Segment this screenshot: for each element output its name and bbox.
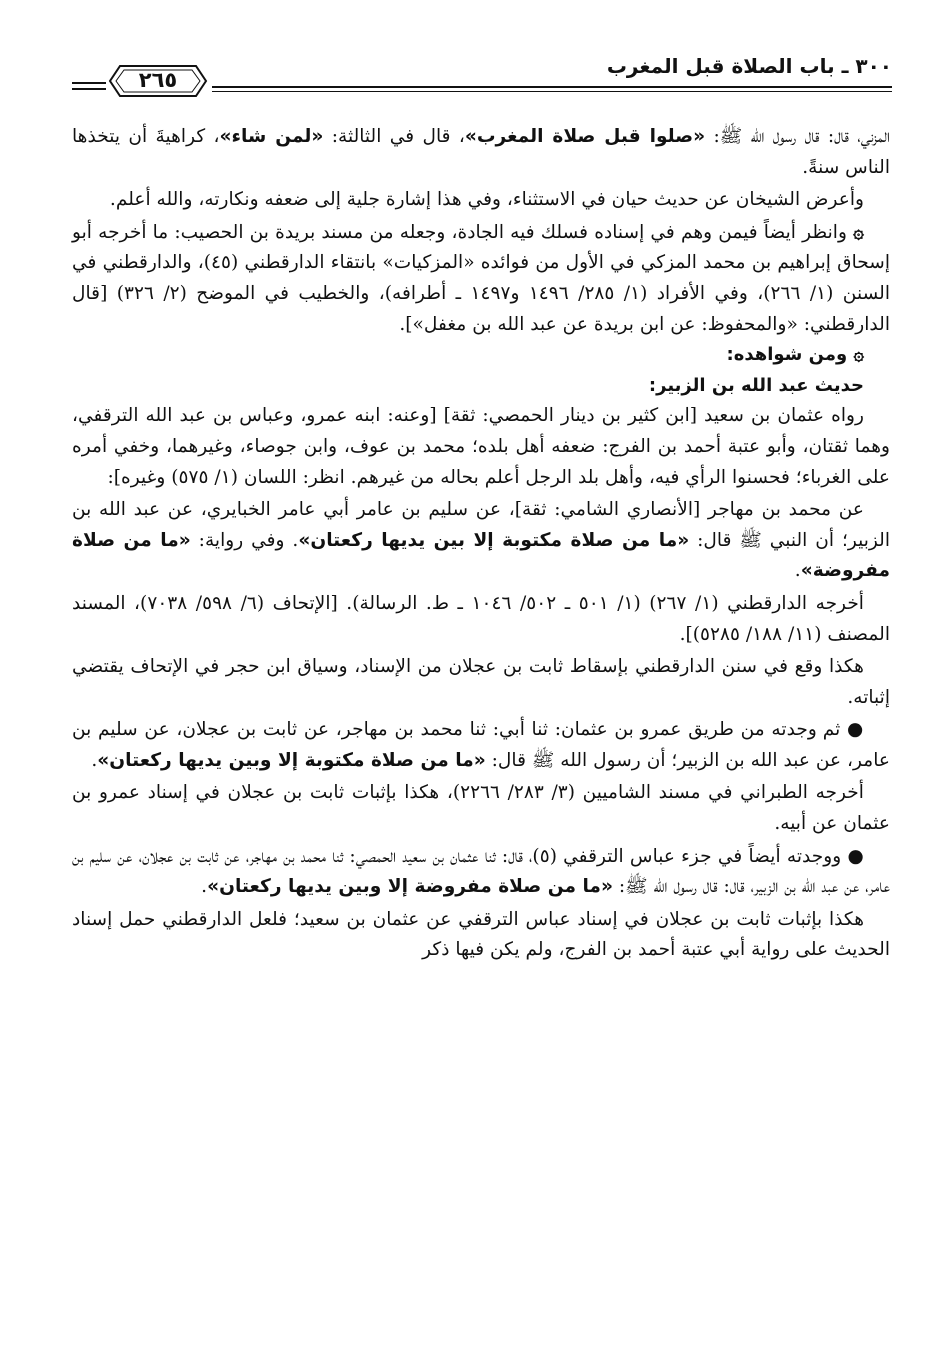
text: . — [201, 876, 208, 898]
hadith-quote: «ما من صلاة مفروضة إلا وبين يديها ركعتان» — [207, 876, 613, 898]
hadith-quote: «ما من صلاة مكتوبة إلا وبين يديها ركعتان» — [97, 749, 486, 771]
paragraph-11: هكذا بإثبات ثابت بن عجلان في إسناد عباس الترقفي عن عثمان بن سعيد؛ فلعل الدارقطني حمل إسناد الحديث على رواية أبي عتبة أحمد بن الفرج، ولم يكن فيها ذكر — [72, 908, 890, 961]
heading-shawahid — [72, 340, 890, 371]
paragraph-2: وأعرض الشيخان عن حديث حيان في الاستثناء، وفي هذا إشارة جلية إلى ضعفه ونكارته، والله أعلم. — [109, 189, 864, 211]
paragraph-10 — [72, 842, 890, 903]
paragraph-3 — [72, 218, 890, 340]
paragraph-7: هكذا وقع في سنن الدارقطني بإسقاط ثابت بن عجلان من الإسناد، وسياق ابن حجر في الإتحاف يقتضي إثباته. — [72, 656, 890, 708]
paragraph-6: أخرجه الدارقطني (١/ ٢٦٧) (١/ ٥٠١ ـ ٥٠٢/ ١٠٤٦ ـ ط. الرسالة). [الإتحاف (٦/ ٥٩٨/ ٧٠٣٨)، المسند المصنف (١١/ ١٨٨/ ٥٢٨٥)]. — [72, 592, 890, 645]
bullet-icon: ● — [847, 845, 864, 867]
text: . — [91, 749, 98, 771]
section-mark-icon: ۞ — [853, 344, 864, 366]
paragraph-4: رواه عثمان بن سعيد [ابن كثير بن دينار الحمصي: ثقة] [وعنه: ابنه عمرو، وعباس بن عبد الله الترقفي، وهما ثقتان، وأبو عتبة أحمد بن الفرج: ضعفه أهل بلده؛ محمد بن عوف، وابن جوصاء، وغيرهما، وخفي أمره على الغرباء؛ فحسنوا الرأي فيه، وأهل بلد الرجل أعلم بحاله من غيرهم. انظر: اللسان (١/ ٥٧٥) وغيره]: — [72, 405, 890, 488]
paragraph-9: أخرجه الطبراني في مسند الشاميين (٣/ ٢٨٣/ ٢٢٦٦)، هكذا بإثبات ثابت بن عجلان في إسناد عمرو بن عثمان عن أبيه. — [72, 782, 890, 835]
text: ، كراهيةَ أن يتخذها الناس سنةً. — [72, 126, 890, 178]
hadith-quote: «صلوا قبل صلاة المغرب» — [464, 126, 706, 147]
heading-text: ومن شواهده: — [726, 344, 848, 366]
header-rule-left — [72, 82, 106, 84]
header-rule-right-thin — [212, 91, 892, 92]
heading-hadith: حديث عبد الله بن الزبير: — [648, 374, 864, 396]
chapter-title: ٣٠٠ ـ باب الصلاة قبل المغرب — [606, 54, 892, 78]
text: وانظر أيضاً فيمن وهم في إسناده فسلك فيه الجادة، وجعله من مسند بريدة بن الحصيب: ما أخرجه أبو إسحاق إبراهيم بن محمد المزكي في الأول من فوائده «المزكيات» بانتقاء الدارقطني (٤٥)، والدارقطني في السنن (١/ ٢٦٦)، وفي الأفراد (١/ ٢٨٥/ ١٤٩٦ و١٤٩٧ ـ أطرافه)، والخطيب في الموضح (٢/ ٣٢٦) [قال الدارقطني: «والمحفوظ: عن ابن بريدة عن عبد الله بن مغفل»]. — [72, 221, 890, 335]
text: . وفي رواية: — [190, 529, 299, 551]
text: عن محمد بن مهاجر [الأنصاري الشامي: ثقة]، عن سليم بن عامر أبي عامر الخبايري، عن عبد الله بن الزبير؛ أن النبي ﷺ قال: — [72, 499, 890, 551]
text: . — [794, 560, 801, 582]
text: ووجدته أيضاً في جزء عباس الترقفي (٥)، قال: ثنا عثمان بن سعيد الحمصي: ثنا محمد بن مهاجر، عن ثابت بن عجلان، عن سليم بن عامر، عن عبد الله بن الزبير، قال: قال رسول الله ﷺ: — [72, 845, 890, 898]
header-rule-left-2 — [72, 88, 106, 90]
hadith-quote: «ما من صلاة مفروضة» — [72, 529, 890, 582]
page-body — [72, 122, 890, 966]
paragraph-8 — [72, 715, 890, 776]
text: ثم وجدته من طريق عمرو بن عثمان: ثنا أبي: ثنا محمد بن مهاجر، عن ثابت بن عجلان، عن سليم بن عامر، عن عبد الله بن الزبير؛ أن رسول الله ﷺ قال: — [72, 719, 890, 771]
paragraph-1 — [72, 122, 890, 183]
header-rule-right — [212, 86, 892, 88]
text: ، قال في الثالثة: — [323, 126, 465, 147]
page-number-badge — [108, 64, 208, 98]
hadith-quote: «ما من صلاة مكتوبة إلا بين يديها ركعتان» — [298, 529, 690, 551]
running-header — [72, 38, 892, 102]
paragraph-5 — [72, 495, 890, 587]
page-number: ٢٦٥ — [138, 68, 178, 92]
bullet-icon: ● — [846, 719, 864, 741]
section-mark-icon: ۞ — [853, 221, 864, 243]
hadith-quote: «لمن شاء» — [219, 126, 324, 147]
text: المزني، قال: قال رسول الله ﷺ: — [705, 126, 891, 147]
